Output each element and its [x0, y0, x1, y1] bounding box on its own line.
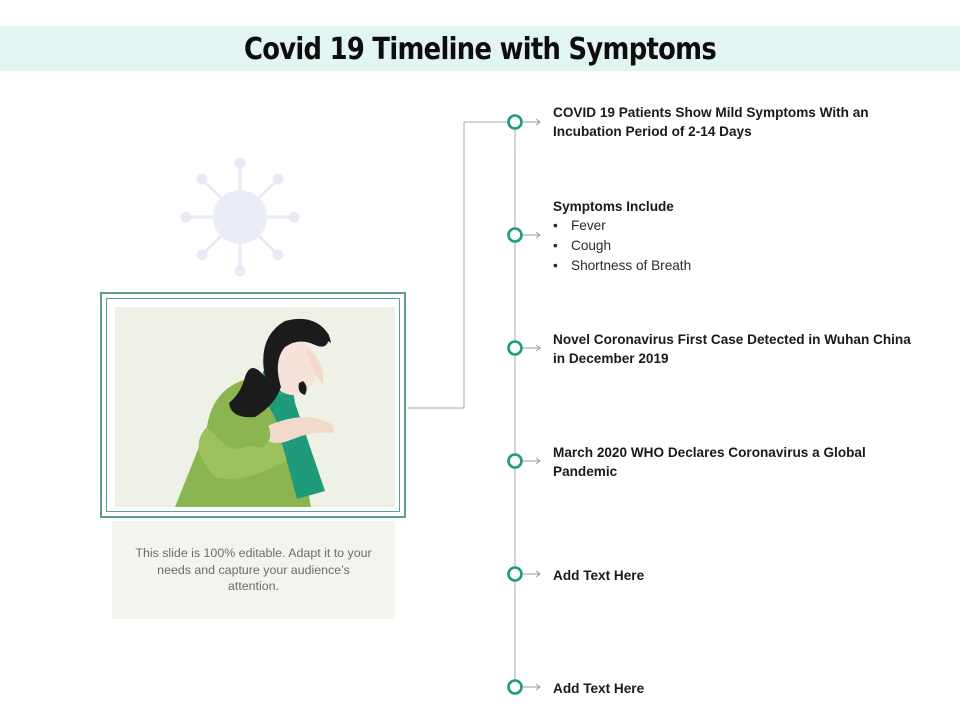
timeline-item-title: Add Text Here — [553, 681, 645, 696]
timeline-item-6 — [553, 679, 913, 698]
timeline-node-3 — [509, 342, 522, 355]
timeline-node-1 — [509, 116, 522, 129]
timeline-item-title: Add Text Here — [553, 568, 645, 583]
timeline-item-title: Symptoms Include — [553, 199, 674, 214]
symptom-fever: • Fever — [553, 216, 913, 236]
illustration-frame — [100, 292, 406, 518]
timeline-item-2 — [553, 197, 913, 276]
timeline-item-title: March 2020 WHO Declares Coronavirus a Global Pandemic — [553, 445, 866, 479]
timeline-item-4 — [553, 443, 913, 481]
timeline-node-4 — [509, 455, 522, 468]
timeline-item-3 — [553, 330, 913, 368]
symptom-cough: • Cough — [553, 236, 913, 256]
page-title: Covid 19 Timeline with Symptoms — [243, 32, 717, 67]
symptom-list — [553, 216, 913, 276]
symptom-shortness-of-breath: • Shortness of Breath — [553, 256, 913, 276]
caption-box — [112, 521, 395, 619]
timeline-node-6 — [509, 681, 522, 694]
timeline-item-title: COVID 19 Patients Show Mild Symptoms With an Incubation Period of 2-14 Days — [553, 105, 869, 139]
timeline-node-2 — [509, 229, 522, 242]
timeline-item-title: Novel Coronavirus First Case Detected in Wuhan China in December 2019 — [553, 332, 911, 366]
timeline-item-5 — [553, 566, 913, 585]
timeline-node-5 — [509, 568, 522, 581]
timeline-item-1 — [553, 103, 913, 141]
caption-text: This slide is 100% editable. Adapt it to your needs and capture your audience’s attention. — [135, 546, 372, 593]
woman-coughing-illustration — [115, 307, 395, 507]
